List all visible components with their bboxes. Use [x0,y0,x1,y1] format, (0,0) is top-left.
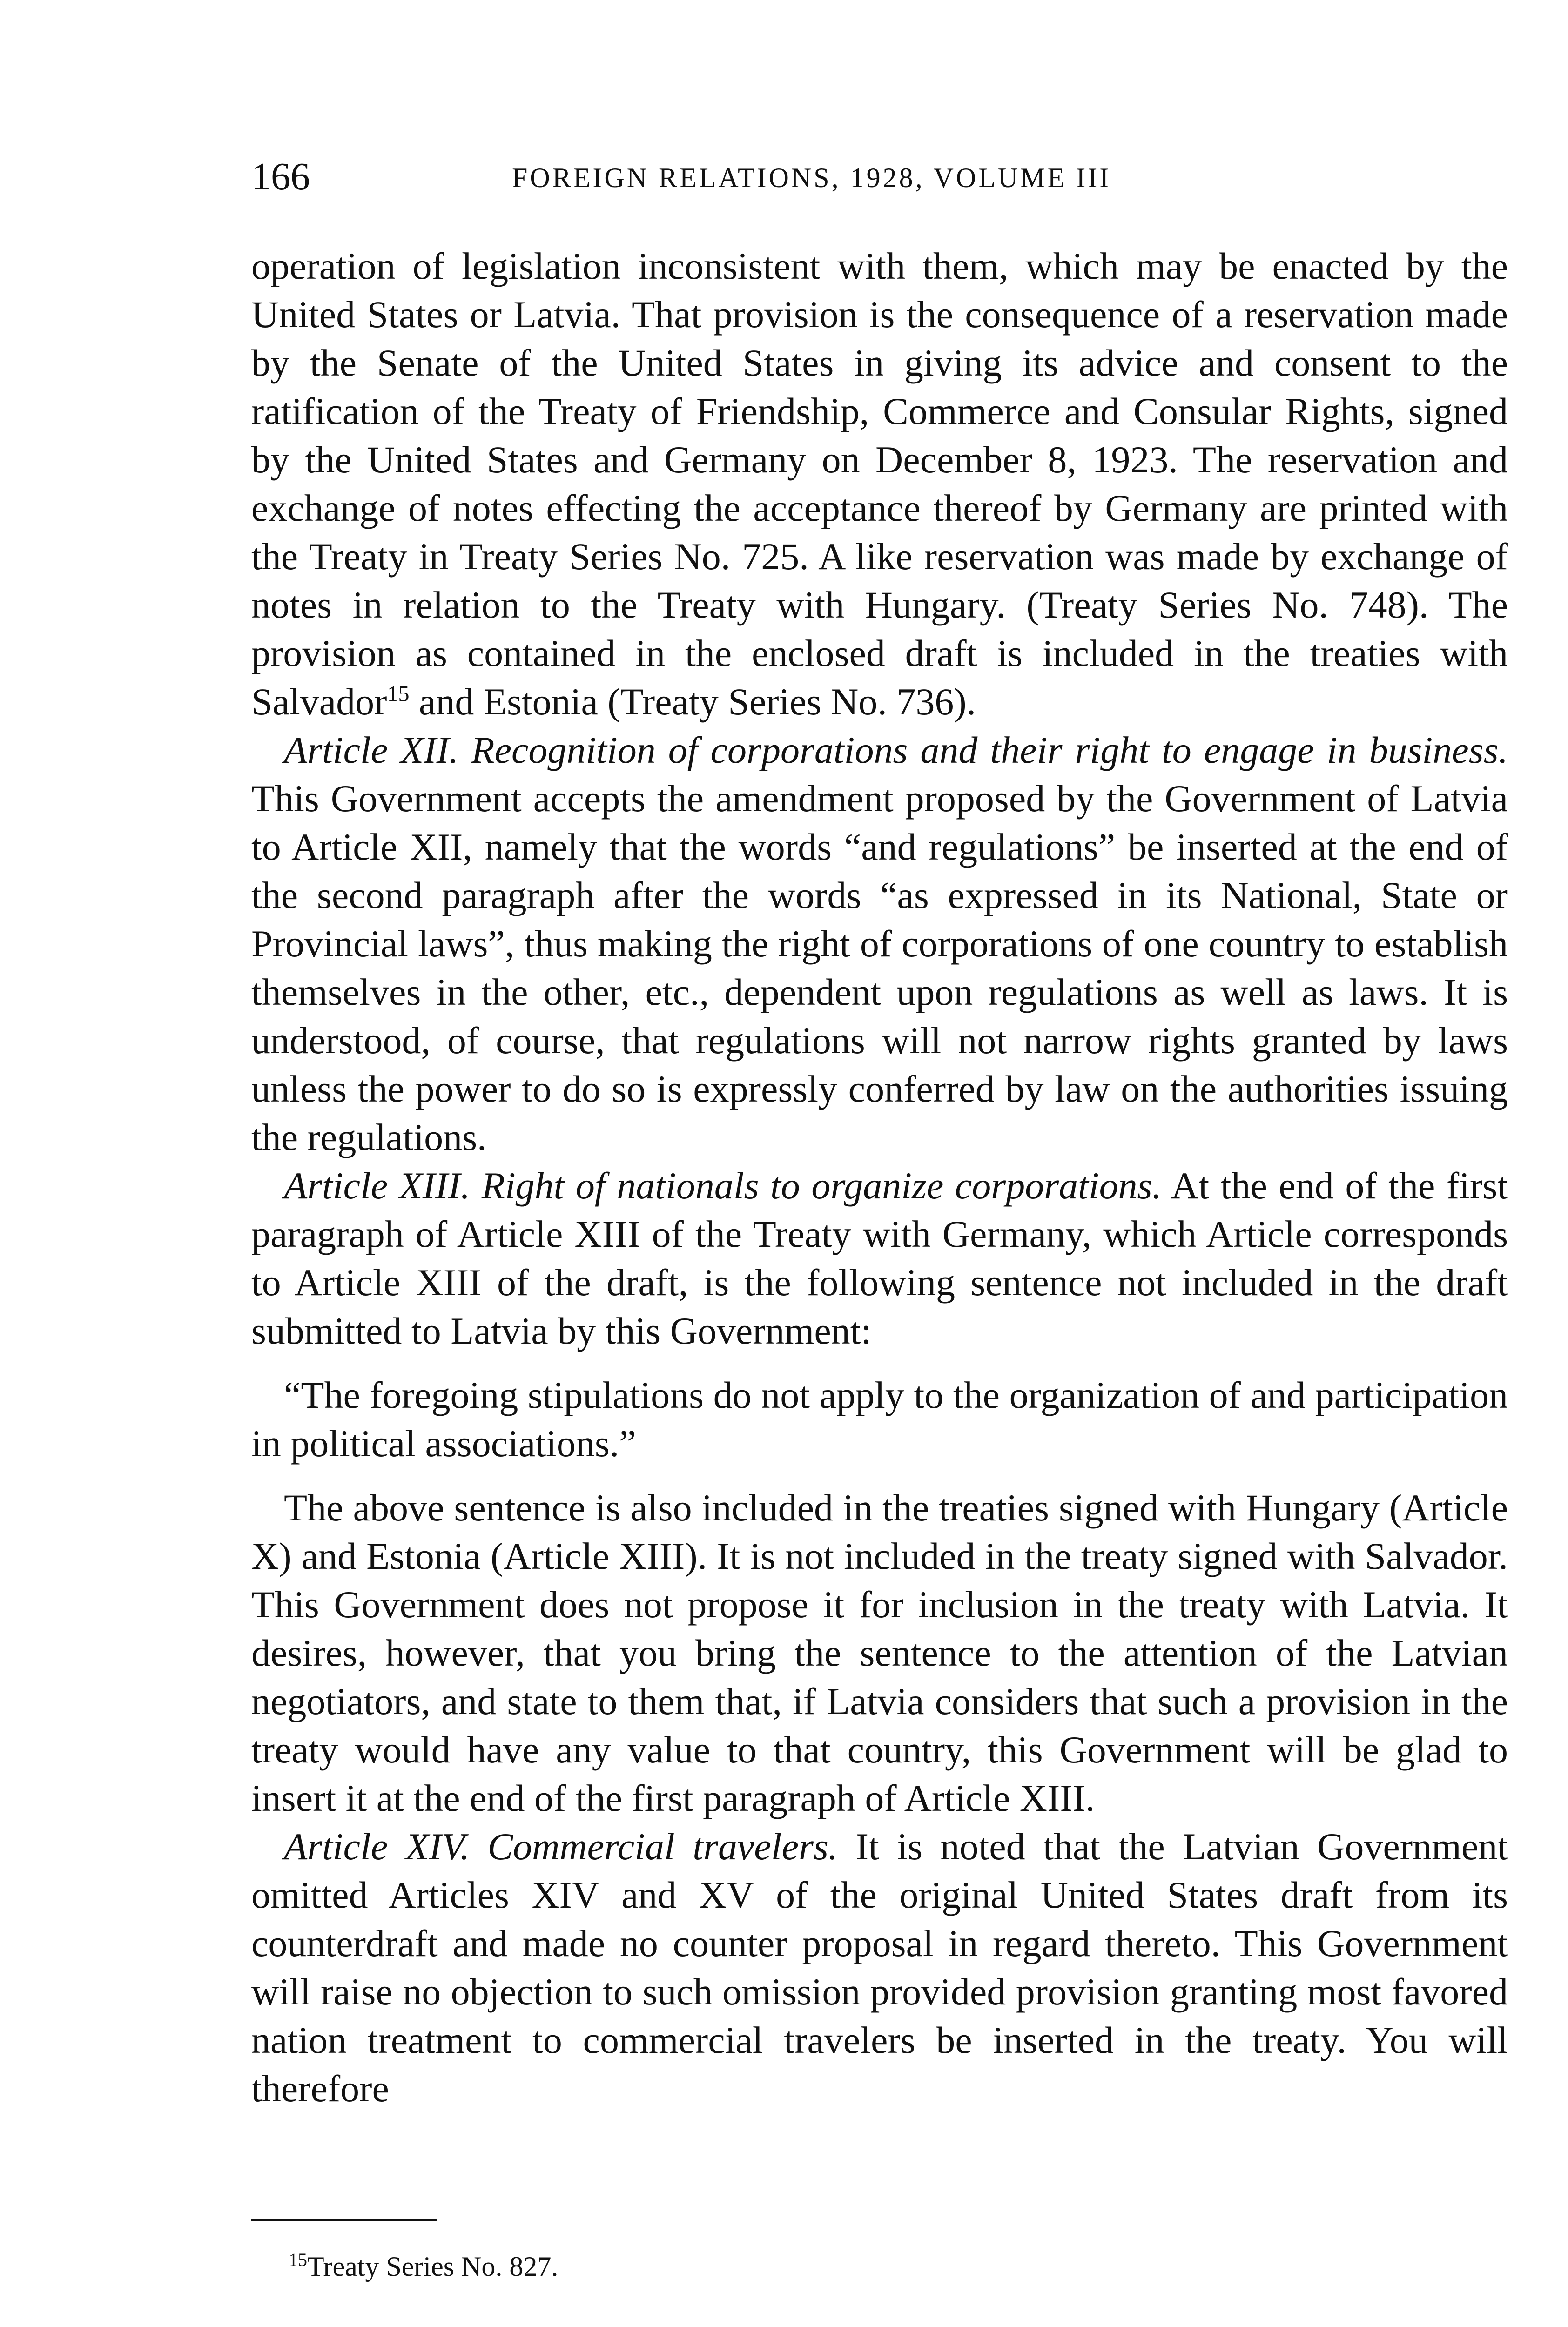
running-head: FOREIGN RELATIONS, 1928, VOLUME III [512,162,1111,193]
paragraph-article-xii [251,726,1508,1162]
footnote-divider [251,2219,437,2221]
page-number: 166 [251,155,310,198]
footnote-text: Treaty Series No. 827. [307,2251,559,2282]
footnote-marker: 15 [289,2249,307,2270]
paragraph-4: The above sentence is also included in the treaties signed with Hungary (Article X) and Estonia (Article XIII). It is not included in the treaty signed with Salvador. This Government does not propose it for inclusion in the treaty with Latvia. It desires, however, that you bring the sentence to the attention of the Latvian negotiators, and state to them that, if Latvia considers that such a provision in the treaty would have any value to that country, this Government will be glad to insert it at the end of the first paragraph of Article XIII. [251,1486,1508,1819]
page-header [251,154,1508,209]
paragraph-1-text: operation of legislation inconsistent with them, which may be enacted by the United States or Latvia. That provision is the consequence of a reservation made by the Senate of the United States in giving its advice and consent to the ratification of the Treaty of Friendship, Commerce and Consular Rights, signed by the United States and Germany on December 8, 1923. The reservation and exchange of notes effecting the acceptance thereof by Germany are printed with the Treaty in Treaty Series No. 725. A like reservation was made by exchange of notes in relation to the Treaty with Hungary. (Treaty Series No. 748). The provision as contained in the enclosed draft is included in the treaties with Salvador [251,245,1508,723]
article-xiii-heading: Article XIII. Right of nationals to organize corporations. [284,1164,1162,1207]
block-quote: “The foregoing stipulations do not apply to the organization of and participation in political associations.” [251,1374,1508,1465]
article-xiv-text: It is noted that the Latvian Government omitted Articles XIV and XV of the original United States draft from its counterdraft and made no counter proposal in regard thereto. This Government will raise no objection to such omission provided provision granting most favored nation treatment to commercial travelers be inserted in the treaty. You will therefore [251,1825,1508,2110]
footnote [289,2248,558,2285]
footnote-reference: 15 [387,681,410,706]
article-xiii-text: At the end of the first paragraph of Article XIII of the Treaty with Germany, which Article corresponds to Article XIII of the draft, is the following sentence not included in the draft submitted to Latvia by this Government: [251,1164,1508,1352]
paragraph-1 [251,242,1508,726]
article-xii-heading: Article XII. Recognition of corporations and their right to engage in business. [284,729,1508,771]
paragraph-1-end: and Estonia (Treaty Series No. 736). [409,680,976,723]
article-xiv-heading: Article XIV. Commercial travelers. [284,1825,838,1868]
paragraph-article-xiv [251,1823,1508,2113]
paragraph-article-xiii [251,1162,1508,1355]
body-text [251,242,1508,2113]
article-xii-text: This Government accepts the amendment proposed by the Government of Latvia to Article XII, namely that the words “and regulations” be inserted at the end of the second paragraph after the words “as expressed in its National, State or Provincial laws”, thus making the right of corporations of one country to establish themselves in the other, etc., dependent upon regulations as well as laws. It is understood, of course, that regulations will not narrow rights granted by laws unless the power to do so is expressly conferred by law on the authorities issuing the regulations. [251,777,1508,1158]
